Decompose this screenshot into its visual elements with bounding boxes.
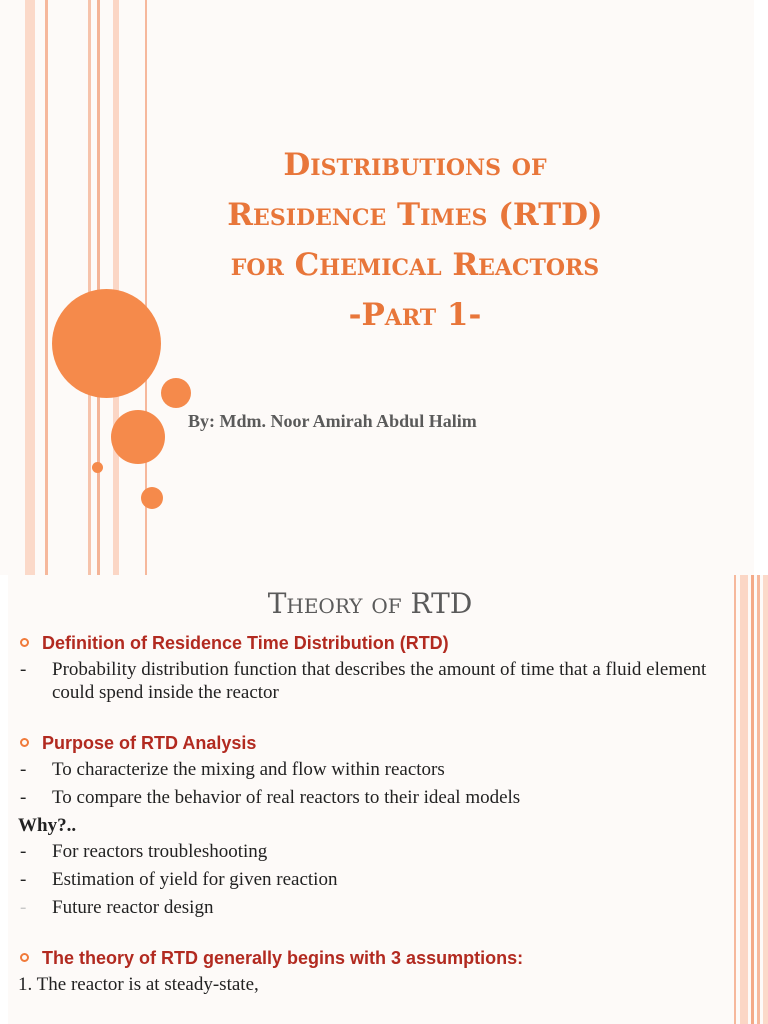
list-item (18, 868, 718, 891)
title-line: for Chemical Reactors (230, 247, 600, 283)
dash-bullet-icon: - (20, 841, 27, 862)
decor-line (734, 575, 736, 1024)
decor-circle-small (141, 487, 163, 509)
section-heading-text: Purpose of RTD Analysis (42, 733, 257, 753)
list-item (18, 786, 718, 809)
list-item-text: Estimation of yield for given reaction (52, 869, 338, 890)
section-heading-text: The theory of RTD generally begins with 3 assumptions: (42, 948, 524, 968)
dash-bullet-icon: - (20, 659, 27, 680)
decor-line (45, 0, 48, 575)
section-heading (18, 946, 718, 970)
decor-circle-medium (111, 410, 165, 464)
list-item (18, 758, 718, 781)
circle-bullet-icon (20, 638, 29, 647)
dash-bullet-icon: - (20, 897, 27, 918)
list-item (18, 896, 718, 919)
decor-line (740, 575, 748, 1024)
content-slide (0, 575, 768, 1024)
list-item-text: To characterize the mixing and flow within reactors (52, 759, 445, 780)
decor-line (763, 575, 768, 1024)
dash-bullet-icon: - (20, 869, 27, 890)
section-heading-text: Definition of Residence Time Distribution (RTD) (42, 633, 449, 653)
list-item (18, 658, 718, 704)
slide-body (18, 631, 718, 996)
decor-line (88, 0, 91, 575)
decor-line (113, 0, 119, 575)
slide-title (150, 140, 680, 340)
decor-line (0, 575, 8, 1024)
circle-bullet-icon (20, 738, 29, 747)
list-item (18, 840, 718, 863)
why-label: Why?.. (18, 815, 77, 836)
decor-line (757, 575, 760, 1024)
slide-title: Theory of RTD (267, 587, 473, 620)
title-line: Residence Times (RTD) (227, 197, 603, 233)
circle-bullet-icon (20, 953, 29, 962)
list-item-text: Future reactor design (52, 897, 214, 918)
list-item-text: To compare the behavior of real reactors to their ideal models (52, 787, 521, 808)
dash-bullet-icon: - (20, 787, 27, 808)
section-heading (18, 631, 718, 655)
decor-circle-small (161, 378, 191, 408)
section-heading (18, 731, 718, 755)
decor-line (97, 0, 100, 575)
author-line: By: Mdm. Noor Amirah Abdul Halim (188, 411, 477, 431)
decor-line (754, 0, 768, 575)
decor-line (751, 575, 754, 1024)
decor-circle-tiny (92, 462, 103, 473)
list-item-text: Probability distribution function that describes the amount of time that a fluid element could spend inside the reactor (52, 659, 707, 703)
title-line: Distributions of (283, 147, 547, 183)
dash-bullet-icon: - (20, 759, 27, 780)
decor-circle-large (52, 289, 161, 398)
numbered-item: 1. The reactor is at steady-state, (18, 974, 259, 995)
list-item-text: For reactors troubleshooting (52, 841, 268, 862)
decor-line (25, 0, 35, 575)
title-line: -Part 1- (348, 297, 482, 333)
